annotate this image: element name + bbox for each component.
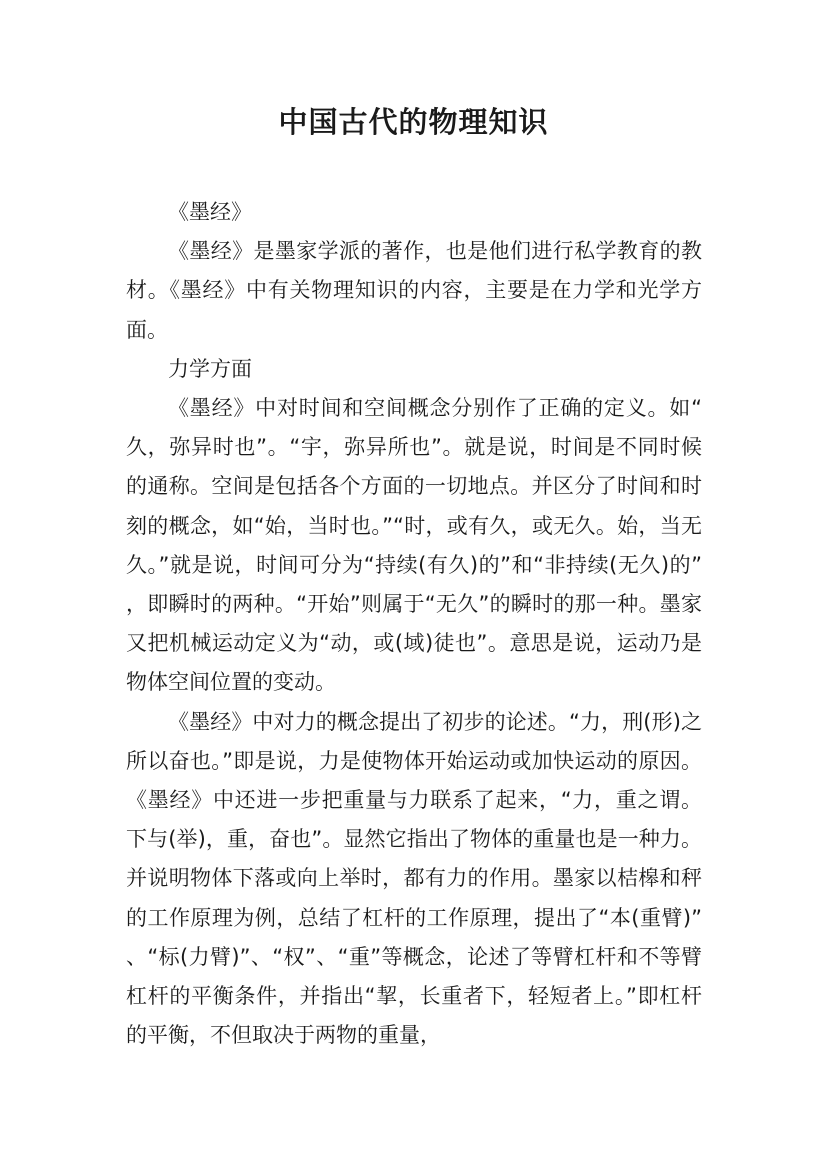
paragraph-force: 《墨经》中对力的概念提出了初步的论述。“力，刑(形)之所以奋也。”即是说，力是使物体开始运动或加快运动的原因。《墨经》中还进一步把重量与力联系了起来，“力，重之谓。下与(举)，重，奋也”。显然它指出了物体的重量也是一种力。并说明物体下落或向上举时，都有力的作用。墨家以桔槔和秤的工作原理为例，总结了杠杆的工作原理，提出了“本(重臂)”、“标(力臂)”、“权”、“重”等概念，论述了等臂杠杆和不等臂杠杆的平衡条件，并指出“挈，长重者下，轻短者上。”即杠杆的平衡，不但取决于两物的重量， [126,709,702,1048]
document-body [126,193,702,1055]
document-title: 中国古代的物理知识 [278,105,549,139]
section-heading-mojing: 《墨经》 [168,200,252,224]
paragraph-intro: 《墨经》是墨家学派的著作，也是他们进行私学教育的教材。《墨经》中有关物理知识的内容，主要是在力学和光学方面。 [126,239,702,342]
section-heading-mechanics: 力学方面 [168,356,252,381]
paragraph-time-space: 《墨经》中对时间和空间概念分别作了正确的定义。如“久，弥异时也”。“宇，弥异所也”。就是说，时间是不同时候的通称。空间是包括各个方面的一切地点。并区分了时间和时刻的概念，如“始，当时也。”“时，或有久，或无久。始，当无久。”就是说，时间可分为“持续(有久)的”和“非持续(无久)的”，即瞬时的两种。“开始”则属于“无久”的瞬时的那一种。墨家又把机械运动定义为“动，或(域)徒也”。意思是说，运动乃是物体空间位置的变动。 [126,396,702,695]
